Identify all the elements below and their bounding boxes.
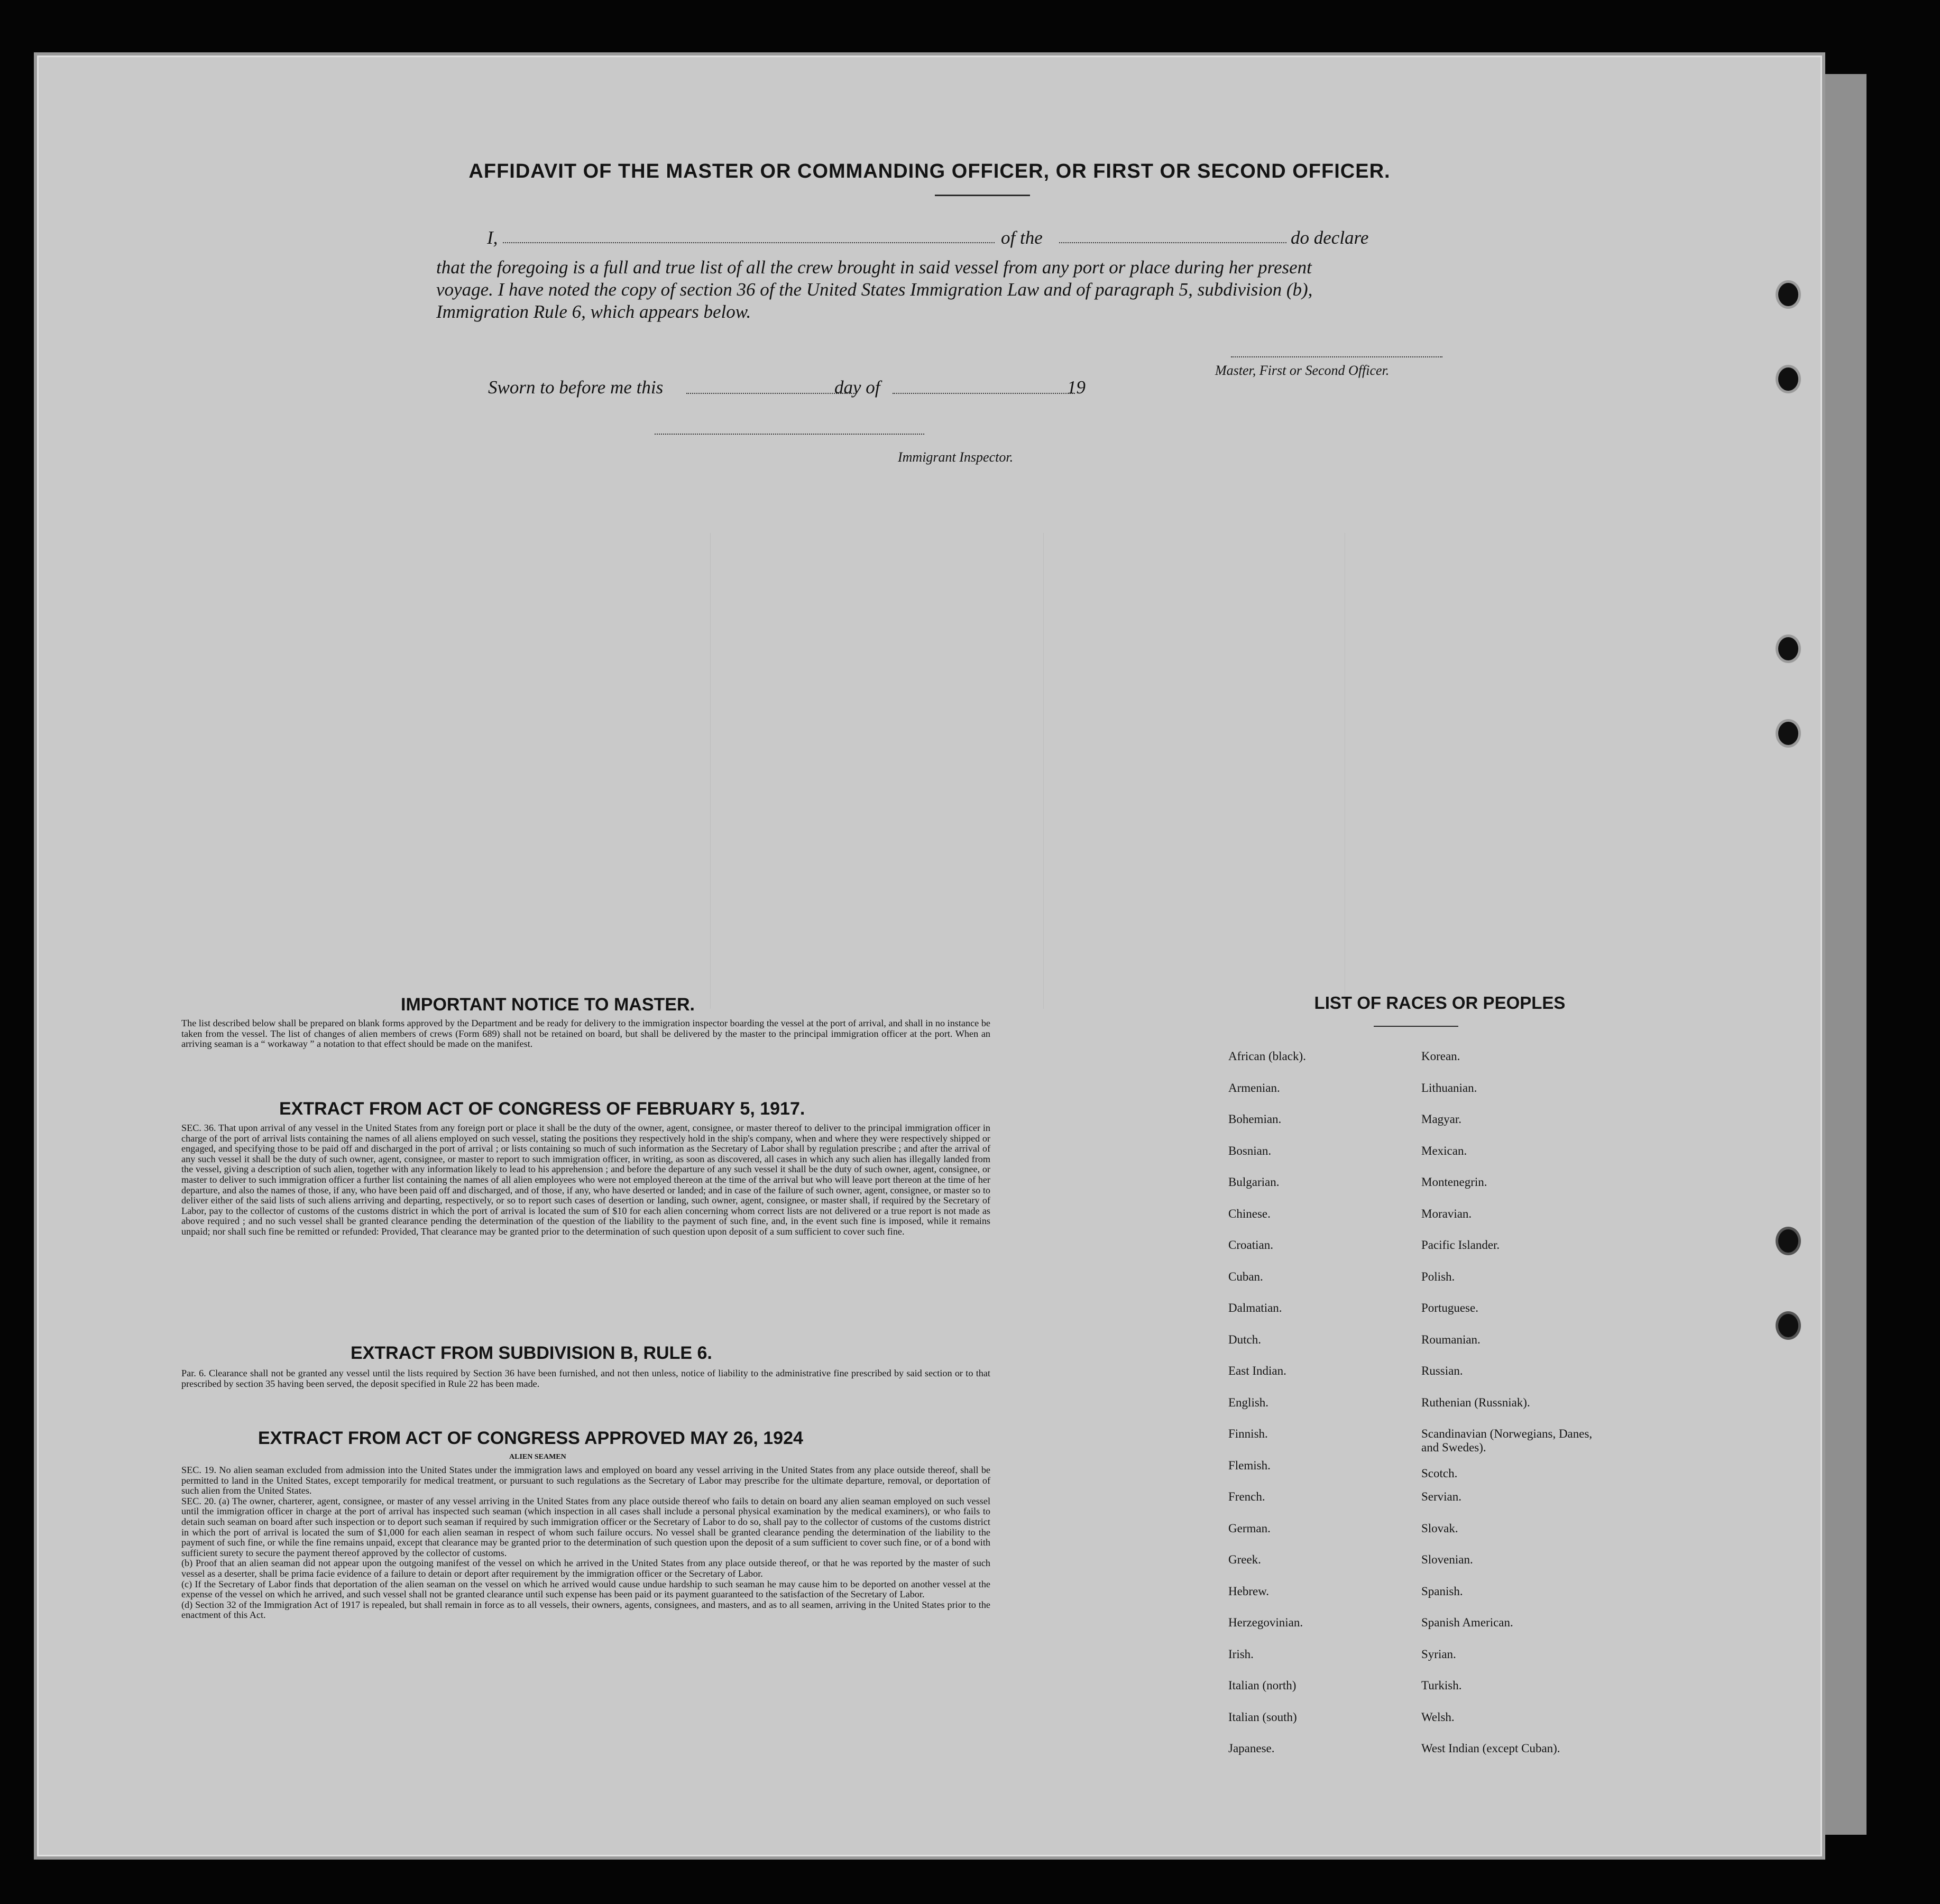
race-item: West Indian (except Cuban). — [1421, 1742, 1560, 1755]
notice-paragraph: The list described below shall be prepared on blank forms approved by the Department and be ready for delivery to the immigration inspector boarding the vessel at the port of arrival, and shall in no instance be taken from the vessel. The list of changes of alien members of crews (Form 689) shall not be retained on board, but shall be delivered by the master to the principal immigration officer at the port. When an arriving seaman is a “ workaway ” a notation to that effect should be made on the manifest. — [181, 1018, 990, 1050]
race-item: Greek. — [1228, 1553, 1261, 1566]
punch-hole — [1776, 634, 1801, 663]
master-signature-line[interactable] — [1231, 356, 1442, 357]
race-item: Chinese. — [1228, 1207, 1271, 1220]
act-1924-text — [181, 1465, 990, 1621]
punch-hole — [1776, 1311, 1801, 1340]
race-item: German. — [1228, 1521, 1271, 1535]
races-title-underline — [1374, 1026, 1458, 1027]
master-signature-caption: Master, First or Second Officer. — [1215, 363, 1390, 378]
race-item: Pacific Islander. — [1421, 1238, 1500, 1252]
race-item: Moravian. — [1421, 1207, 1472, 1220]
race-item: Bulgarian. — [1228, 1175, 1280, 1189]
vessel-blank[interactable] — [1059, 242, 1286, 243]
section-36-paragraph: SEC. 36. That upon arrival of any vessel in the United States from any foreign port or place it shall be the duty of the owner, agent, consignee, or master thereof to deliver to the principal immigration officer in charge of the port of arrival lists containing the names of all aliens employed on such vessel, stating the positions they respectively hold in the ship's company, when and where they were respectively shipped or engaged, and specifying those to be paid off and discharged in the port of arrival ; or lists containing so much of such information as the Secretary of Labor shall by regulation prescribe ; and after the arrival of any such vessel it shall be the duty of such owner, agent, consignee, or master to report to such immigration officer, in writing, as soon as discovered, all cases in which any such alien has illegally landed from the vessel, giving a description of such alien, together with any information likely to lead to his apprehension ; and before the departure of any such vessel it shall be the duty of such owner, agent, consignee, or master to deliver to such immigration officer a further list containing the names of all alien employees who were not employed thereon at the time of the arrival but who will leave port thereon at the time of her departure, and also the names of those, if any, who have been paid off and discharged, and of those, if any, who have deserted or landed; and in case of the failure of such owner, agent, consignee, or master so to deliver either of the said lists of such aliens arriving and departing, respectively, or so to report such cases of desertion or landing, such owner, agent, consignee, or master shall, if required by the Secretary of Labor, pay to the collector of customs of the customs district in which the port of arrival is located the sum of $10 for each alien concerning whom correct lists are not delivered or a true report is not made as above required ; and no such vessel shall be granted clearance pending the determination of the question of the liability to the payment of such fine, and, in the event such fine is imposed, while it remains unpaid; nor shall such fine be remitted or refunded: Provided, That clearance may be granted prior to the determination of such question upon deposit of a sum sufficient to cover such fine. — [181, 1123, 990, 1237]
race-item: African (black). — [1228, 1050, 1306, 1063]
name-blank[interactable] — [503, 242, 995, 243]
race-item: Croatian. — [1228, 1238, 1273, 1252]
sworn-month-blank[interactable] — [893, 393, 1075, 394]
race-item: French. — [1228, 1490, 1265, 1503]
race-item: Italian (north) — [1228, 1679, 1297, 1692]
punch-hole — [1776, 280, 1801, 309]
affidavit-line-2: that the foregoing is a full and true list of all the crew brought in said vessel from any port or place during her present — [436, 257, 1312, 278]
rule-6-paragraph: Par. 6. Clearance shall not be granted any vessel until the lists required by Section 36 have been furnished, and not then unless, notice of liability to the administrative fine prescribed by said section or to that prescribed by section 35 having been served, the deposit specified in Rule 22 has been made. — [181, 1368, 990, 1389]
race-item: Bohemian. — [1228, 1112, 1282, 1126]
race-item: Herzegovinian. — [1228, 1616, 1303, 1629]
race-item: Slovak. — [1421, 1521, 1458, 1535]
affidavit-line-3: voyage. I have noted the copy of section 36 of the United States Immigration Law and of paragraph 5, subdivision (b), — [436, 279, 1313, 300]
rule-6-heading: EXTRACT FROM SUBDIVISION B, RULE 6. — [351, 1343, 712, 1363]
race-item: Mexican. — [1421, 1144, 1467, 1157]
race-item: Scandinavian (Norwegians, Danes, and Swedes). — [1421, 1427, 1593, 1454]
race-item: Slovenian. — [1421, 1553, 1473, 1566]
race-item: Syrian. — [1421, 1647, 1456, 1661]
race-item: Cuban. — [1228, 1270, 1263, 1283]
section-19-paragraph: SEC. 19. No alien seaman excluded from admission into the United States under the immigration laws and employed on board any vessel arriving in the United States from any place outside thereof, shall be permitted to land in the United States, except temporarily for medical treatment, or pursuant to such regulations as the Secretary of Labor may prescribe for the ultimate departure, removal, or deportation of such alien from the United States. — [181, 1465, 990, 1496]
year-label: 19 — [1067, 377, 1086, 398]
affidavit-declare-label: do declare — [1291, 227, 1369, 248]
sworn-day-blank[interactable] — [686, 393, 856, 394]
ruled-column-line — [710, 533, 711, 1009]
race-item: Bosnian. — [1228, 1144, 1272, 1157]
affidavit-i-label: I, — [487, 227, 498, 248]
race-item: Finnish. — [1228, 1427, 1268, 1440]
notice-text — [181, 1018, 990, 1050]
race-item: Welsh. — [1421, 1710, 1455, 1724]
race-item: Turkish. — [1421, 1679, 1462, 1692]
ruled-column-line — [1043, 533, 1044, 1009]
section-20c-paragraph: (c) If the Secretary of Labor finds that deportation of the alien seaman on the vessel on which he arrived would cause undue hardship to such seaman he may cause him to be deported on another vessel at the expense of the vessel on which he arrived, and such vessel shall not be granted clearance until such expense has been paid or its payment guaranteed to the satisfaction of the Secretary of Labor. — [181, 1578, 990, 1600]
form-sheet — [37, 56, 1822, 1856]
punch-hole — [1776, 365, 1801, 393]
race-item: Magyar. — [1421, 1112, 1462, 1126]
section-20d-paragraph: (d) Section 32 of the Immigration Act of 1917 is repealed, but shall remain in force as to all vessels, their owners, agents, consignees, and masters, and as to all seamen, arriving in the United States prior to the enactment of this Act. — [181, 1599, 990, 1621]
race-item: Japanese. — [1228, 1742, 1275, 1755]
race-item: Portuguese. — [1421, 1301, 1478, 1314]
punch-hole — [1776, 1227, 1801, 1255]
punch-hole — [1776, 719, 1801, 748]
section-20a-paragraph: SEC. 20. (a) The owner, charterer, agent, consignee, or master of any vessel arriving in the United States from any place outside thereof who fails to detain on board any alien seaman employed on such vessel until the immigration officer in charge at the port of arrival has inspected such seaman (which inspection in all cases shall include a personal physical examination by the medical examiners), or who fails to detain such seaman on board after such inspection or to deport such seaman if required by such immigration officer or the Secretary of Labor to do so, shall pay to the collector of customs of the customs district in which the port of arrival is located the sum of $1,000 for each alien seaman in respect of whom such failure occurs. No vessel shall be granted clearance pending the determination of the liability to the payment of such fine, or while the fine remains unpaid, except that clearance may be granted prior to the determination of such question upon the deposit of a sum sufficient to cover such fine, or of a bond with sufficient surety to secure the payment thereof approved by the collector of customs. — [181, 1495, 990, 1558]
race-item: Ruthenian (Russniak). — [1421, 1395, 1530, 1409]
race-item: Lithuanian. — [1421, 1081, 1477, 1094]
races-list-left — [1228, 1050, 1306, 1773]
race-item: Korean. — [1421, 1050, 1460, 1063]
act-1917-text — [181, 1123, 990, 1237]
race-item: Spanish. — [1421, 1584, 1463, 1598]
day-of-label: day of — [834, 377, 880, 398]
inspector-signature-line[interactable] — [655, 434, 924, 435]
race-item: Roumanian. — [1421, 1332, 1481, 1346]
act-1924-heading: EXTRACT FROM ACT OF CONGRESS APPROVED MAY 26, 1924 — [258, 1428, 803, 1448]
race-item: Hebrew. — [1228, 1584, 1270, 1598]
title-underline — [935, 195, 1030, 196]
race-item: Irish. — [1228, 1647, 1254, 1661]
race-item: Scotch. — [1421, 1467, 1458, 1480]
race-item: East Indian. — [1228, 1364, 1286, 1377]
races-title: LIST OF RACES OR PEOPLES — [1314, 993, 1566, 1013]
race-item: Dutch. — [1228, 1332, 1261, 1346]
race-item: Italian (south) — [1228, 1710, 1297, 1724]
race-item: Armenian. — [1228, 1081, 1280, 1094]
act-1917-heading: EXTRACT FROM ACT OF CONGRESS OF FEBRUARY 5, 1917. — [279, 1099, 805, 1119]
race-item: Servian. — [1421, 1490, 1462, 1503]
sworn-label: Sworn to before me this — [488, 377, 664, 398]
rule-6-text — [181, 1368, 990, 1389]
affidavit-title: AFFIDAVIT OF THE MASTER OR COMMANDING OFFICER, OR FIRST OR SECOND OFFICER. — [468, 160, 1391, 182]
races-list-right — [1421, 1050, 1596, 1773]
race-item: English. — [1228, 1395, 1269, 1409]
affidavit-of-label: of the — [1001, 227, 1043, 248]
affidavit-line-4: Immigration Rule 6, which appears below. — [436, 301, 751, 322]
race-item: Dalmatian. — [1228, 1301, 1282, 1314]
underlying-page-edge — [1819, 74, 1867, 1835]
section-20b-paragraph: (b) Proof that an alien seaman did not appear upon the outgoing manifest of the vessel on which he arrived in the United States from any place outside thereof, or that he was reported by the master of such vessel as a deserter, shall be prima facie evidence of a failure to detain or deport after requirement by the immigration officer or the Secretary of Labor. — [181, 1558, 990, 1579]
race-item: Russian. — [1421, 1364, 1463, 1377]
race-item: Polish. — [1421, 1270, 1455, 1283]
race-item: Montenegrin. — [1421, 1175, 1487, 1189]
notice-heading: IMPORTANT NOTICE TO MASTER. — [401, 995, 695, 1015]
race-item: Spanish American. — [1421, 1616, 1513, 1629]
alien-seamen-subheading: ALIEN SEAMEN — [509, 1453, 566, 1461]
race-item: Flemish. — [1228, 1458, 1271, 1472]
inspector-signature-caption: Immigrant Inspector. — [898, 449, 1014, 465]
